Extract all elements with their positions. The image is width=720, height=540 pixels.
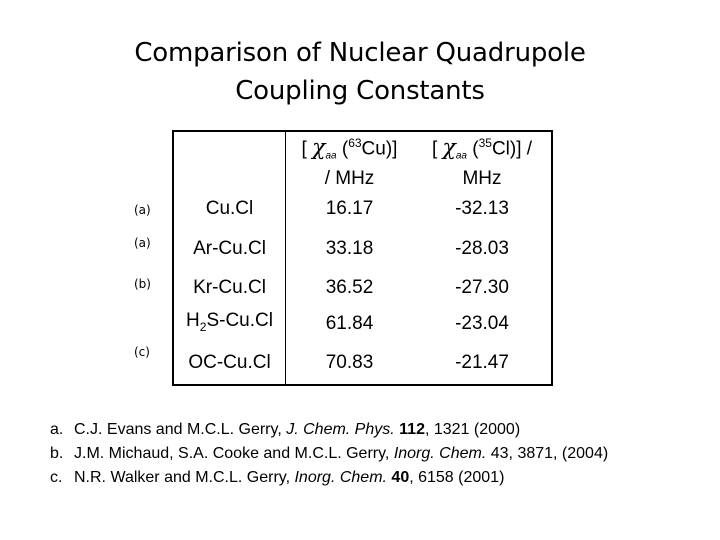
table-row: [173, 228, 552, 270]
table-row: [173, 306, 552, 342]
cl-value-cell: -23.04: [455, 313, 509, 334]
molecule-cell: $H_2S-Cu.Cl$: [173, 306, 286, 342]
header-cell-empty: [173, 131, 286, 190]
cu-value-cell: 70.83: [325, 352, 374, 373]
cu-value-cell: 61.84: [325, 313, 374, 334]
reference-item: c. N.R. Walker and M.C.L. Gerry, Inorg. Chem. 40, 6158 (2001): [50, 469, 505, 486]
chi-symbol: χ: [312, 135, 326, 161]
molecule-cell: OC-Cu.Cl: [173, 342, 286, 385]
row-tag: (c): [134, 345, 150, 359]
table-header-row: [173, 131, 552, 190]
header-cell-cu: [ $\chi_{aa}$ ($^{63}$Cu)] / MHz: [301, 135, 398, 189]
cu-value-cell: 16.17: [325, 198, 374, 219]
row-tag: (a): [134, 236, 151, 250]
coupling-constants-table: [172, 130, 553, 386]
row-tag: (b): [134, 277, 151, 291]
cl-value-cell: -32.13: [455, 198, 509, 219]
header-unit: MHz: [462, 167, 502, 189]
row-tag: (a): [134, 203, 151, 217]
references-list: [50, 418, 608, 490]
cl-value-cell: -27.30: [455, 277, 509, 298]
table-row: [173, 342, 552, 385]
reference-item: b. J.M. Michaud, S.A. Cooke and M.C.L. Gerry, Inorg. Chem. 43, 3871, (2004): [50, 445, 609, 462]
header-unit: / MHz: [324, 167, 375, 189]
molecule-cell: Kr-Cu.Cl: [173, 270, 286, 306]
cl-value-cell: -28.03: [455, 238, 509, 259]
cu-value-cell: 36.52: [325, 277, 374, 298]
title-line-2: Coupling Constants: [235, 76, 485, 106]
molecule-cell: Cu.Cl: [173, 190, 286, 228]
table-row: [173, 270, 552, 306]
reference-item: a. C.J. Evans and M.C.L. Gerry, J. Chem. Phys. 112, 1321 (2000): [50, 421, 521, 438]
molecule-cell: Ar-Cu.Cl: [173, 228, 286, 270]
chi-symbol: χ: [442, 135, 456, 161]
header-cell-cl: [ $\chi_{aa}$ ($^{35}$Cl)] / MHz: [431, 135, 533, 189]
cu-value-cell: 33.18: [325, 238, 374, 259]
slide-title: [0, 34, 720, 110]
title-line-1: Comparison of Nuclear Quadrupole: [134, 38, 586, 68]
cl-value-cell: -21.47: [455, 352, 509, 373]
table-row: [173, 190, 552, 228]
